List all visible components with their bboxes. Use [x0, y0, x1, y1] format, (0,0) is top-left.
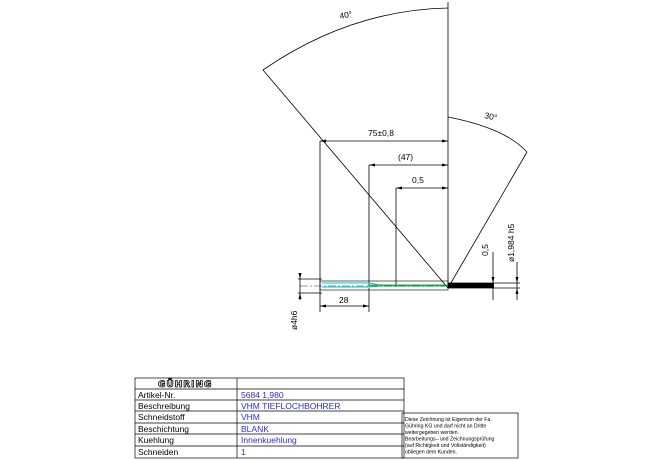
row-value-cooling: Innenkuehlung — [241, 435, 297, 445]
title-block — [135, 378, 518, 458]
shank-length-label: 28 — [339, 295, 349, 305]
diameter-label: ø1,984 h5 — [506, 223, 516, 262]
row-label-cooling: Kuehlung — [138, 435, 174, 445]
legal-note-line-2: Gühring KG und darf nicht an Dritte — [405, 423, 487, 430]
row-value-article: 5684 1,980 — [241, 390, 284, 400]
flute-angle-arc — [448, 117, 527, 152]
construction-lines — [263, 2, 527, 312]
row-value-material: VHM — [241, 412, 260, 422]
row-value-description: VHM TIEFLOCHBOHRER — [241, 401, 341, 411]
legal-note-line-3: weitergegeben werden. — [405, 430, 459, 436]
shank-diameter-label: ø4h6 — [289, 310, 299, 330]
tip-angle-label: 40° — [338, 8, 354, 21]
row-label-article: Artikel-Nr. — [138, 390, 176, 400]
side-offset-label: 0,5 — [480, 244, 490, 256]
legal-note-line-6: obliegen dem Kunden. — [405, 449, 457, 456]
row-label-coating: Beschichtung — [138, 424, 190, 434]
row-label-description: Beschreibung — [138, 401, 190, 411]
legal-note-line-4: Bearbeitungs– und Zeichnungsprüfung — [405, 436, 495, 443]
row-label-cutting-edges: Schneiden — [138, 447, 179, 457]
logo: GÜHRING — [158, 380, 213, 390]
tool-body — [300, 281, 494, 290]
total-length-label: 75±0,8 — [368, 128, 394, 138]
tip-angle-arc — [263, 8, 448, 70]
row-value-cutting-edges: 1 — [241, 447, 246, 457]
row-label-material: Schneidstoff — [138, 412, 185, 422]
legal-note-line-1: Diese Zeichnung ist Eigentum der Fa. — [405, 417, 492, 423]
flute-angle-label: 30° — [483, 110, 499, 123]
row-value-coating: BLANK — [241, 424, 269, 434]
legal-note-line-5: (auf Richtigkeit und Vollständigkeit) — [405, 443, 486, 449]
flute-length-label: (47) — [398, 152, 414, 162]
tip-offset-label: 0,5 — [412, 175, 424, 185]
flute-angle-line — [448, 152, 527, 288]
